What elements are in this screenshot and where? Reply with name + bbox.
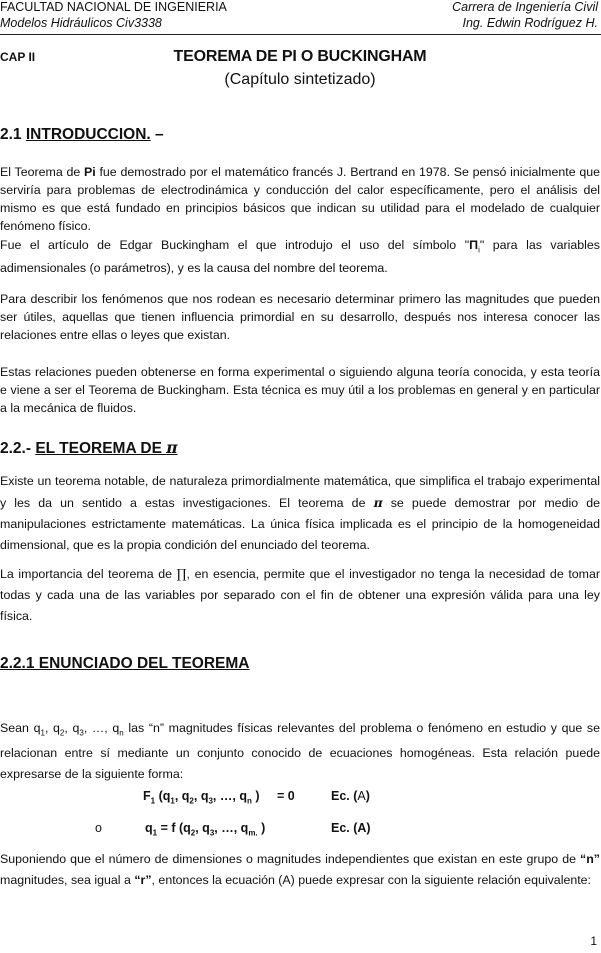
section-number: 2.1: [0, 126, 26, 143]
chapter-label: CAP II: [0, 50, 36, 64]
subscript: n: [119, 728, 124, 738]
paragraph-statement-1: [0, 718, 600, 785]
text-run: Sean q: [0, 721, 41, 735]
paragraph-statement-2: [0, 849, 600, 891]
subscript: m.: [248, 828, 258, 838]
subscript: 1: [152, 828, 158, 838]
subscript: 3: [208, 796, 213, 806]
text-run: , en esencia, permite que el investigador no tenga la necesidad de tomar todas y cada una de las variables por separado con el fin de obtener una expresión válida para una ley física.: [0, 567, 600, 623]
header-author: Ing. Edwin Rodríguez H.: [462, 15, 598, 30]
paragraph-theorem-2: [0, 563, 600, 627]
title-block: [140, 46, 460, 90]
paragraph-intro-2: [0, 236, 600, 277]
text-run: " para las variables adimensionales (o parámetros), y es la causa del nombre del teorema.: [0, 238, 601, 276]
section-number: 2.2.-: [0, 440, 36, 457]
text-run: , …, q: [83, 721, 120, 735]
subscript: 2: [190, 828, 196, 838]
page-number: 1: [590, 934, 597, 948]
page-subtitle: (Capítulo sintetizado): [224, 71, 376, 88]
subscript: i: [478, 245, 480, 255]
eq-label-text: Ec. (: [331, 789, 358, 803]
section-dash: –: [150, 126, 164, 143]
header-right: [452, 0, 598, 31]
equation-a-label: [331, 789, 370, 803]
text-run: Suponiendo que el número de dimensiones o magnitudes independientes que existan en este grupo de: [0, 852, 581, 866]
text-run: , entonces la ecuación (A) puede expresar con la siguiente relación equivalente:: [151, 873, 592, 887]
eq-text: q: [145, 821, 153, 835]
equation-a-alt-label: Ec. (A): [331, 821, 371, 835]
subscript: 2: [59, 728, 65, 738]
text-run: La importancia del teorema de: [0, 567, 177, 581]
header-left: [0, 0, 227, 31]
subscript: 1: [170, 796, 175, 806]
eq-text: , …, q: [212, 789, 247, 803]
eq-text: , q: [195, 821, 210, 835]
pi-symbol: Π: [469, 238, 479, 252]
header-course: Modelos Hidráulicos Civ3338: [0, 15, 162, 30]
eq-text: , q: [174, 789, 190, 803]
subscript: 2: [189, 796, 194, 806]
paragraph-intro-1: [0, 163, 600, 235]
paragraph-intro-3: Para describir los fenómenos que nos rodean es necesario determinar primero las magnitudes que pueden ser útiles, aquellas que tienen influencia primordial en su desarrollo, después nos interesa conocer las relaciones entre ellas o leyes que existan.: [0, 292, 600, 342]
section-heading-2-2-1: 2.2.1 ENUNCIADO DEL TEOREMA: [0, 655, 250, 672]
text-run: , q: [64, 721, 80, 735]
equation-a-lhs: [143, 789, 259, 806]
pi-symbol: π: [373, 495, 383, 510]
text-run: , q: [44, 721, 60, 735]
equation-a-alt: [145, 821, 265, 838]
paragraph-intro-4: Estas relaciones pueden obtenerse en forma experimental o siguiendo alguna teoría conocida, y esta teoría e viene a ser el Teorema de Buckingham. Esta técnica es muy útil a los problemas en general y en particular a la mecánica de fluidos.: [0, 365, 600, 415]
equation-or: o: [95, 821, 102, 835]
section-heading-2-2: [0, 438, 178, 458]
paragraph-theorem-1: [0, 471, 600, 556]
pi-symbol: π: [166, 438, 178, 457]
eq-text: (q: [155, 789, 171, 803]
subscript: 3: [79, 728, 84, 738]
eq-text: , …, q: [214, 821, 249, 835]
product-symbol: ∏: [176, 566, 187, 581]
eq-label-text: ): [365, 789, 370, 803]
text-run: Fue el artículo de Edgar Buckingham el que introdujo el uso del símbolo ": [0, 238, 470, 252]
text-run: Existe un teorema notable, de naturaleza primordialmente matemática, que simplifica el trabajo experimental y les da un sentido a estas investigaciones. El teorema de: [0, 474, 600, 510]
text-run: las “n” magnitudes físicas relevantes del problema o fenómeno en estudio y que se relacionan entre sí mediante un conjunto conocido de ecuaciones homogéneas. Esta relación puede expresarse de la siguiente forma:: [0, 721, 600, 782]
text-run-bold: Pi: [84, 165, 96, 179]
equation-a-equals: = 0: [277, 789, 295, 803]
eq-text: ): [257, 821, 266, 835]
text-run: se puede demostrar por medio de manipulaciones estrictamente matemáticas. La única física implicada es el principio de la homogeneidad dimensional, que es la propia condición del enunciado del teorema.: [0, 496, 600, 552]
subscript: 3: [209, 828, 215, 838]
text-run-bold: “r”: [134, 873, 152, 887]
page-header: [0, 0, 601, 35]
text-run-bold: “n”: [580, 852, 600, 866]
subscript: n: [246, 796, 252, 806]
page-title: TEOREMA DE PI O BUCKINGHAM: [173, 48, 427, 65]
eq-label-letter: A: [357, 789, 366, 803]
subscript: 1: [150, 796, 156, 806]
eq-text: = f (q: [157, 821, 191, 835]
subscript: 1: [40, 728, 45, 738]
section-title: [35, 440, 177, 457]
header-institution: FACULTAD NACIONAL DE INGENIERIA: [0, 0, 227, 14]
section-title: INTRODUCCION.: [25, 126, 151, 143]
eq-text: ): [251, 789, 260, 803]
text-run: magnitudes, sea igual a: [0, 873, 135, 887]
section-heading-2-1: [0, 126, 164, 144]
text-run: fue demostrado por el matemático francés J. Bertrand en 1978. Se pensó inicialmente que serviría para problemas de electrodinámica y conducción del calor específicamente, pero el análisis del mismo es que está fundado en principios básicos que indican su utilidad para el modelado de cualquier fenómeno físico.: [0, 165, 600, 233]
header-career: Carrera de Ingeniería Civil: [452, 0, 598, 14]
section-title-text: EL TEOREMA DE: [35, 440, 167, 457]
eq-text: , q: [193, 789, 209, 803]
text-run: El Teorema de: [0, 165, 85, 179]
eq-func: F: [143, 789, 151, 803]
